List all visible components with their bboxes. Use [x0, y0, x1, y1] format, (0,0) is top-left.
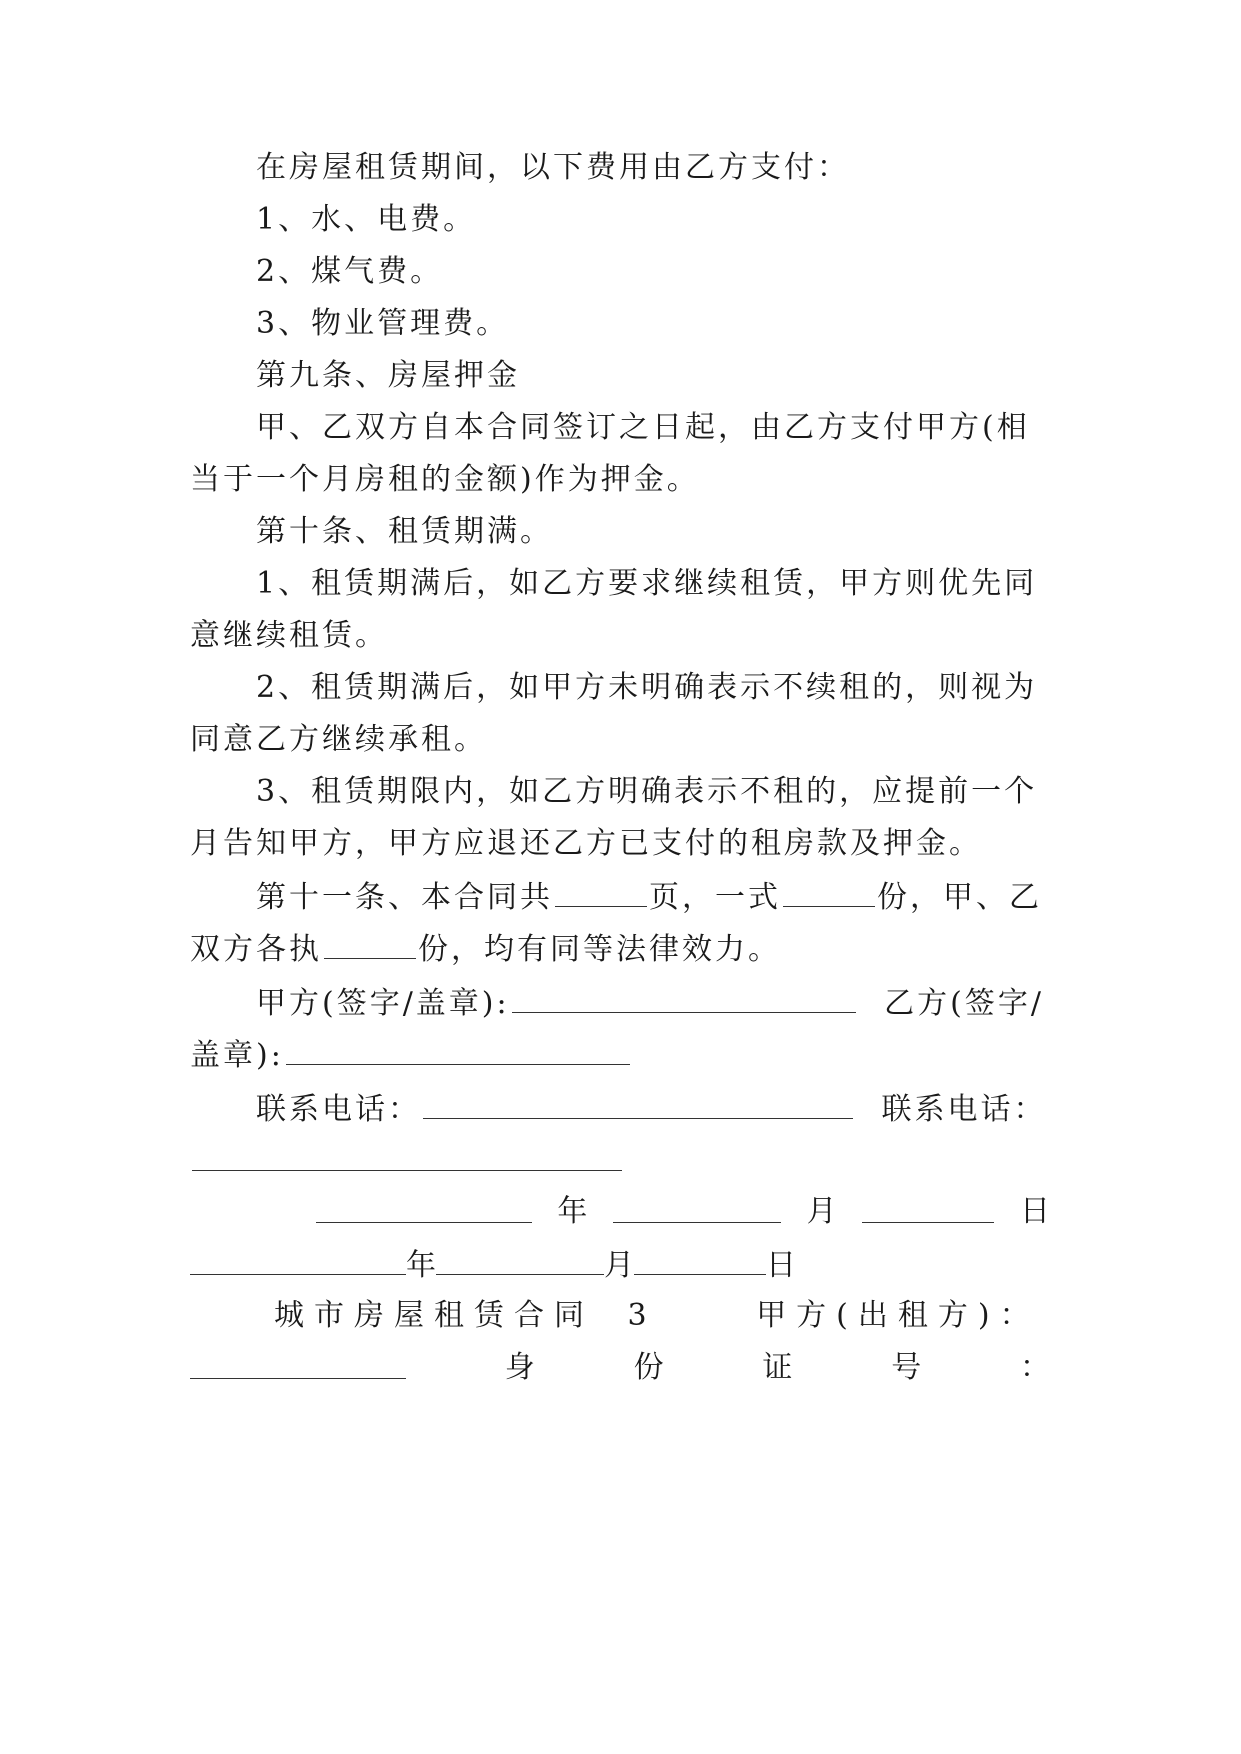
expiry-clause-1b: 意继续租赁。 — [190, 618, 388, 653]
next-contract-line — [274, 1296, 1050, 1336]
party-b-day-blank[interactable] — [634, 1244, 766, 1275]
next-contract-number: 3 — [627, 1298, 657, 1333]
phone-line-2 — [190, 1140, 1050, 1180]
party-a-sign-label: 甲方(签字/盖章): — [256, 986, 510, 1021]
id-char-3: 证 — [762, 1350, 793, 1385]
date-line-2 — [190, 1244, 1050, 1284]
day-label-2: 日 — [766, 1248, 796, 1283]
signature-line-2 — [190, 1034, 1050, 1074]
deposit-text-2: 当于一个月房租的金额)作为押金。 — [190, 462, 700, 497]
id-char-2: 份 — [633, 1350, 664, 1385]
expiry-clause-2a: 2、租赁期满后，如甲方未明确表示不续租的，则视为 — [256, 670, 1038, 705]
expiry-clause-1a: 1、租赁期满后，如乙方要求继续租赁，甲方则优先同 — [256, 566, 1038, 601]
deposit-text-1: 甲、乙双方自本合同签订之日起，由乙方支付甲方(相 — [256, 410, 1030, 445]
article-11-text-d: 双方各执 — [190, 932, 322, 967]
month-label-2: 月 — [604, 1248, 634, 1283]
lessor-name-blank[interactable] — [190, 1348, 406, 1379]
party-a-day-blank[interactable] — [862, 1192, 994, 1223]
fee-item-1: 1、水、电费。 — [256, 202, 477, 237]
expiry-clause-2b: 同意乙方继续承租。 — [190, 722, 487, 757]
party-b-year-blank[interactable] — [190, 1244, 406, 1275]
pages-blank[interactable] — [555, 876, 647, 907]
party-a-month-blank[interactable] — [613, 1192, 781, 1223]
lessor-label: 甲方(出租方)： — [756, 1298, 1040, 1333]
party-a-phone-blank[interactable] — [423, 1088, 853, 1119]
expiry-clause-3a: 3、租赁期限内，如乙方明确表示不租的，应提前一个 — [256, 774, 1038, 809]
date-line-1 — [190, 1192, 1050, 1232]
article-11-line-1 — [256, 876, 1050, 916]
party-b-sign-label: 乙方(签字/ — [884, 986, 1044, 1021]
fee-intro: 在房屋租赁期间，以下费用由乙方支付： — [256, 150, 850, 185]
id-line — [190, 1348, 1050, 1388]
fee-item-2: 2、煤气费。 — [256, 254, 444, 289]
article-11-line-2 — [190, 928, 1050, 968]
date-indent — [190, 1192, 290, 1232]
phone-line-1 — [256, 1088, 1050, 1128]
article-10-heading: 第十条、租赁期满。 — [256, 514, 553, 549]
year-label-2: 年 — [406, 1248, 436, 1283]
party-b-sign-blank[interactable] — [286, 1034, 630, 1065]
article-9-heading: 第九条、房屋押金 — [256, 358, 520, 393]
month-label-1: 月 — [806, 1194, 837, 1229]
party-a-year-blank[interactable] — [316, 1192, 532, 1223]
party-b-sign-label-cont: 盖章): — [190, 1038, 284, 1073]
id-char-4: 号 — [891, 1350, 922, 1385]
fee-item-3: 3、物业管理费。 — [256, 306, 510, 341]
copies-blank[interactable] — [783, 876, 875, 907]
article-11-text-a: 第十一条、本合同共 — [256, 880, 553, 915]
article-11-text-c: 份，甲、乙 — [877, 880, 1042, 915]
id-char-1: 身 — [504, 1350, 535, 1385]
day-label-1: 日 — [1019, 1194, 1050, 1229]
next-contract-title: 城市房屋租赁合同 — [274, 1298, 594, 1333]
party-a-phone-label: 联系电话： — [256, 1092, 421, 1127]
id-char-5: ： — [1019, 1350, 1050, 1385]
article-11-text-b: 页，一式 — [649, 880, 781, 915]
party-b-month-blank[interactable] — [436, 1244, 604, 1275]
year-label-1: 年 — [557, 1194, 588, 1229]
signature-line-1 — [256, 982, 1050, 1022]
party-b-phone-label: 联系电话： — [881, 1092, 1047, 1127]
article-11-text-e: 份，均有同等法律效力。 — [418, 932, 781, 967]
party-b-phone-blank[interactable] — [192, 1140, 622, 1171]
expiry-clause-3b: 月告知甲方，甲方应退还乙方已支付的租房款及押金。 — [190, 826, 982, 861]
party-a-sign-blank[interactable] — [512, 982, 856, 1013]
copies-each-blank[interactable] — [324, 928, 416, 959]
